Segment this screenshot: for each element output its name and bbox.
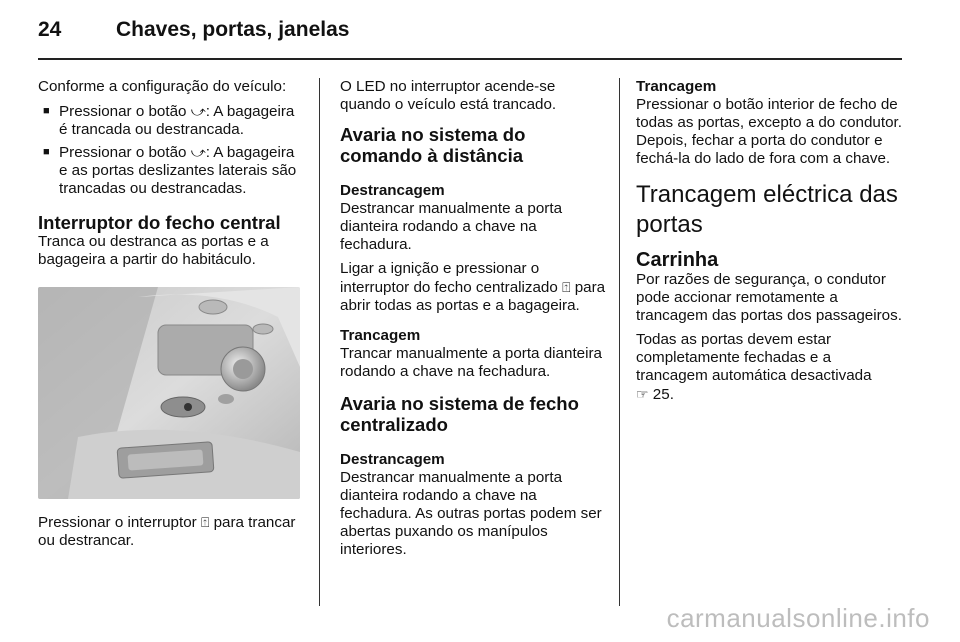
subheading: Trancagem [636, 78, 717, 95]
bullet-square-icon: ■ [43, 146, 50, 158]
body-text: Destrancar manualmente a porta dianteira rodando a chave na fechadura. As outras portas podem ser abertas puxando os manípulos interiores. [340, 469, 602, 558]
body-text: O LED no interruptor acende-se quando o veículo está trancado. [340, 78, 557, 113]
column-1 [38, 78, 306, 556]
column-2 [340, 78, 608, 565]
body-text: Pressionar o botão interior de fecho de todas as portas, excepto a do condutor. Depois, fechar a porta do condutor e fechá-la do lado de fora com a chave. [636, 96, 902, 167]
lock-switch-icon: ⍐ [200, 514, 210, 530]
header-rule [38, 58, 902, 60]
cross-reference-link[interactable]: 25. [652, 386, 674, 403]
sliding-door-key-icon: ⤻ [190, 144, 206, 160]
section-heading: Avaria no sistema do comando à distância [340, 124, 526, 166]
bullet-square-icon: ■ [43, 105, 50, 117]
chapter-heading: Trancagem eléctrica das portas [636, 181, 898, 238]
central-locking-switch-photo [38, 287, 300, 499]
intro-text: Conforme a configuração do veículo: [38, 78, 287, 95]
subheading: Trancagem [340, 327, 421, 344]
lock-switch-icon: ⍐ [562, 279, 571, 295]
bullet-item: ■ Pressionar o botão ⤻: A bagageira é trancada ou destrancada. [43, 103, 295, 138]
body-text: Ligar a ignição e pressionar o interruptor do fecho centralizado ⍐ para abrir todas as portas e a bagageira. [340, 260, 606, 314]
body-text: Trancar manualmente a porta dianteira rodando a chave na fechadura. [340, 345, 602, 380]
photo-caption: Pressionar o interruptor ⍐ para trancar ou destrancar. [38, 514, 296, 549]
body-text: Todas as portas devem estar completamente fechadas e a trancagem automática desactivada ☞ 25. [636, 331, 872, 403]
section-heading: Carrinha [636, 249, 719, 271]
tailgate-key-icon: ⤻ [190, 103, 206, 119]
column-divider [619, 78, 620, 606]
body-text: Por razões de segurança, o condutor pode accionar remotamente a trancagem das portas dos passageiros. [636, 271, 902, 324]
body-text: Tranca ou destranca as portas e a bagageira a partir do habitáculo. [38, 233, 269, 268]
section-heading: Interruptor do fecho central [38, 212, 281, 233]
bullet-item: ■ Pressionar o botão ⤻: A bagageira e as portas deslizantes laterais são trancadas ou destrancadas. [43, 144, 297, 197]
column-divider [319, 78, 320, 606]
page-number: 24 [38, 18, 62, 41]
page-title: Chaves, portas, janelas [116, 18, 350, 41]
body-text: Destrancar manualmente a porta dianteira rodando a chave na fechadura. [340, 200, 563, 253]
watermark: carmanualsonline.info [666, 603, 930, 633]
cross-reference-icon: ☞ [636, 386, 649, 402]
column-3 [636, 78, 904, 410]
subheading: Destrancagem [340, 182, 445, 199]
subheading: Destrancagem [340, 451, 445, 468]
section-heading: Avaria no sistema de fecho centralizado [340, 393, 579, 435]
page-header [38, 18, 349, 42]
